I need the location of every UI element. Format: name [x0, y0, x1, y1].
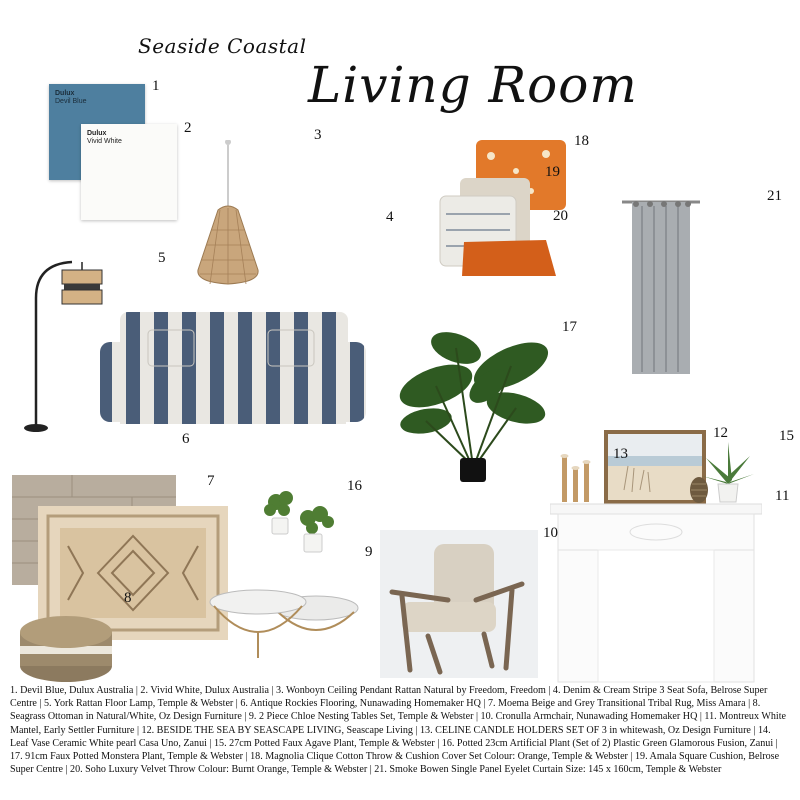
swatch-name: Devil Blue [55, 98, 87, 105]
swatch-vivid-white [81, 124, 177, 220]
potted-plants-icon [262, 490, 340, 556]
curtain-icon [622, 196, 702, 376]
item-number-4: 4 [386, 209, 394, 225]
monstera-plant-icon [396, 326, 556, 486]
swatch-name: Vivid White [87, 138, 122, 145]
swatch-brand: Dulux [87, 130, 107, 137]
swatch-brand: Dulux [55, 90, 75, 97]
white-mantel-icon [550, 502, 762, 684]
item-number-17: 17 [562, 319, 577, 335]
item-credits: 1. Devil Blue, Dulux Australia | 2. Vivid White, Dulux Australia | 3. Wonboyn Ceiling Pendant Rattan Natural by Freedom, Freedom | 4. Denim & Cream Stripe 3 Seat Sofa, Belrose Super Centre | 5. York Rattan Floor Lamp, Temple & Webster | 6. Antique Rockies Flooring, Nunawading Homemaker HQ | 7. Moema Beige and Grey Transitional Tribal Rug, Miss Amara | 8. Seagrass Ottoman in Natural/White, Oz Design Furniture | 9. 2 Piece Chloe Nesting Tables Set, Temple & Webster | 10. Cronulla Armchair, Nunawading Homemaker HQ | 11. Montreux White Mantel, Early Settler Furniture | 12. BESIDE THE SEA BY SEASCAPE LIVING, Seascape Living | 13. CELINE CANDLE HOLDERS SET OF 3 in whitewash, Oz Design Furniture | 14. Leaf Vase Ceramic White pearl Casa Uno, Zanui | 15. 27cm Potted Faux Agave Plant, Temple & Webster | 16. Potted 23cm Artificial Plant (Set of 2) Plastic Green Glamorous Fusion, Zanui | 17. 91cm Faux Potted Monstera Plant, Temple & Webster | 18. Magnolia Clique Cotton Throw & Cushion Cover Set Colour: Orange, Temple & Webster | 19. Amala Square Cushion, Belrose Super Centre | 20. Soho Luxury Velvet Throw Colour: Burnt Orange, Temple & Webster | 21. Smoke Bowen Single Panel Eyelet Curtain Size: 145 x 160cm, Temple & Webster [10, 685, 787, 776]
item-number-13: 13 [613, 446, 628, 462]
item-number-20: 20 [553, 208, 568, 224]
item-number-9: 9 [365, 544, 373, 560]
item-number-1: 1 [152, 78, 160, 94]
item-number-8: 8 [124, 590, 132, 606]
item-number-19: 19 [545, 164, 560, 180]
seagrass-ottoman-icon [18, 612, 114, 684]
armchair-icon [388, 540, 528, 676]
item-number-3: 3 [314, 127, 322, 143]
item-number-5: 5 [158, 250, 166, 266]
item-number-11: 11 [775, 488, 790, 504]
candle-holders-icon [558, 452, 594, 504]
item-number-15: 15 [779, 428, 794, 444]
item-number-2: 2 [184, 120, 192, 136]
item-number-16: 16 [347, 478, 362, 494]
page-title: Living Room [308, 56, 638, 114]
item-number-10: 10 [543, 525, 558, 541]
nesting-tables-icon [206, 588, 360, 662]
item-number-12: 12 [713, 425, 728, 441]
rattan-pendant-icon [190, 140, 266, 290]
striped-sofa-icon [98, 308, 368, 430]
item-number-18: 18 [574, 133, 589, 149]
cushion-stack-icon [436, 136, 570, 280]
agave-plant-icon [700, 438, 756, 504]
item-number-7: 7 [207, 473, 215, 489]
subtitle: Seaside Coastal [138, 34, 307, 58]
item-number-21: 21 [767, 188, 782, 204]
item-number-6: 6 [182, 431, 190, 447]
